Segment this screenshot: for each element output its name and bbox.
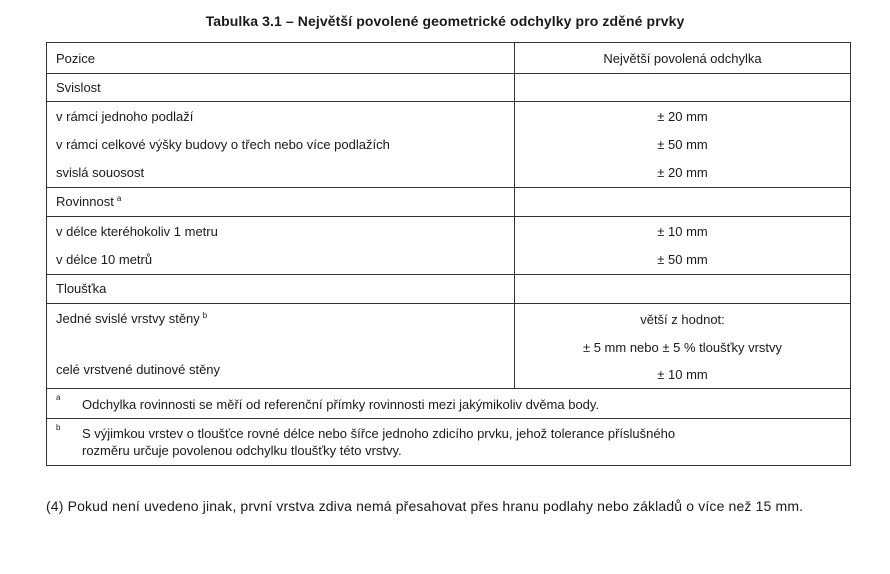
row-label: v rámci celkové výšky budovy o třech nebo více podlažích — [56, 137, 390, 152]
table-title: Tabulka 3.1 – Největší povolené geometrické odchylky pro zděné prvky — [205, 13, 685, 29]
row-label-text: Jedné svislé vrstvy stěny — [56, 311, 200, 326]
row-label — [56, 311, 207, 329]
section-heading-verticality: Svislost — [56, 80, 101, 95]
row-divider — [47, 388, 850, 389]
row-label: v rámci jednoho podlaží — [56, 109, 194, 124]
row-divider — [47, 216, 850, 217]
section-heading-flatness — [56, 194, 121, 212]
row-divider — [47, 274, 850, 275]
row-value: větší z hodnot: — [640, 312, 725, 327]
section-heading-thickness: Tloušťka — [56, 281, 107, 296]
footnote-text: rozměru určuje povolenou odchylku tloušťky této vrstvy. — [82, 443, 402, 458]
tolerance-table — [46, 42, 851, 466]
footnote-text: S výjimkou vrstev o tloušťce rovné délce nebo šířce jednoho zdicího prvku, jehož tolerance příslušného — [82, 426, 676, 441]
section-heading-label: Rovinnost — [56, 194, 114, 209]
row-divider — [47, 187, 850, 188]
row-value: ± 10 mm — [657, 367, 708, 382]
footnote-ref-a: a — [116, 194, 122, 203]
row-divider — [47, 73, 850, 74]
row-value: ± 5 mm nebo ± 5 % tloušťky vrstvy — [582, 340, 783, 355]
header-max-deviation: Největší povolená odchylka — [603, 51, 762, 66]
footnote-text: Odchylka rovinnosti se měří od referenční přímky rovinnosti mezi jakýmikoliv dvěma body. — [82, 397, 600, 412]
footnote-mark: b — [56, 423, 61, 432]
body-paragraph: (4) Pokud není uvedeno jinak, první vrstva zdiva nemá přesahovat přes hranu podlahy nebo základů o více než 15 mm. — [46, 498, 804, 514]
row-value: ± 10 mm — [657, 224, 708, 239]
row-label: celé vrstvené dutinové stěny — [56, 362, 221, 377]
row-value: ± 20 mm — [657, 165, 708, 180]
footnote-ref-b: b — [202, 311, 208, 320]
row-value: ± 50 mm — [657, 252, 708, 267]
footnote-mark: a — [56, 393, 61, 402]
row-divider — [47, 418, 850, 419]
row-label: v délce 10 metrů — [56, 252, 153, 267]
row-label: v délce kteréhokoliv 1 metru — [56, 224, 218, 239]
row-divider — [47, 101, 850, 102]
row-divider — [47, 303, 850, 304]
header-position: Pozice — [56, 51, 96, 66]
row-value: ± 50 mm — [657, 137, 708, 152]
row-value: ± 20 mm — [657, 109, 708, 124]
row-label: svislá souosost — [56, 165, 145, 180]
